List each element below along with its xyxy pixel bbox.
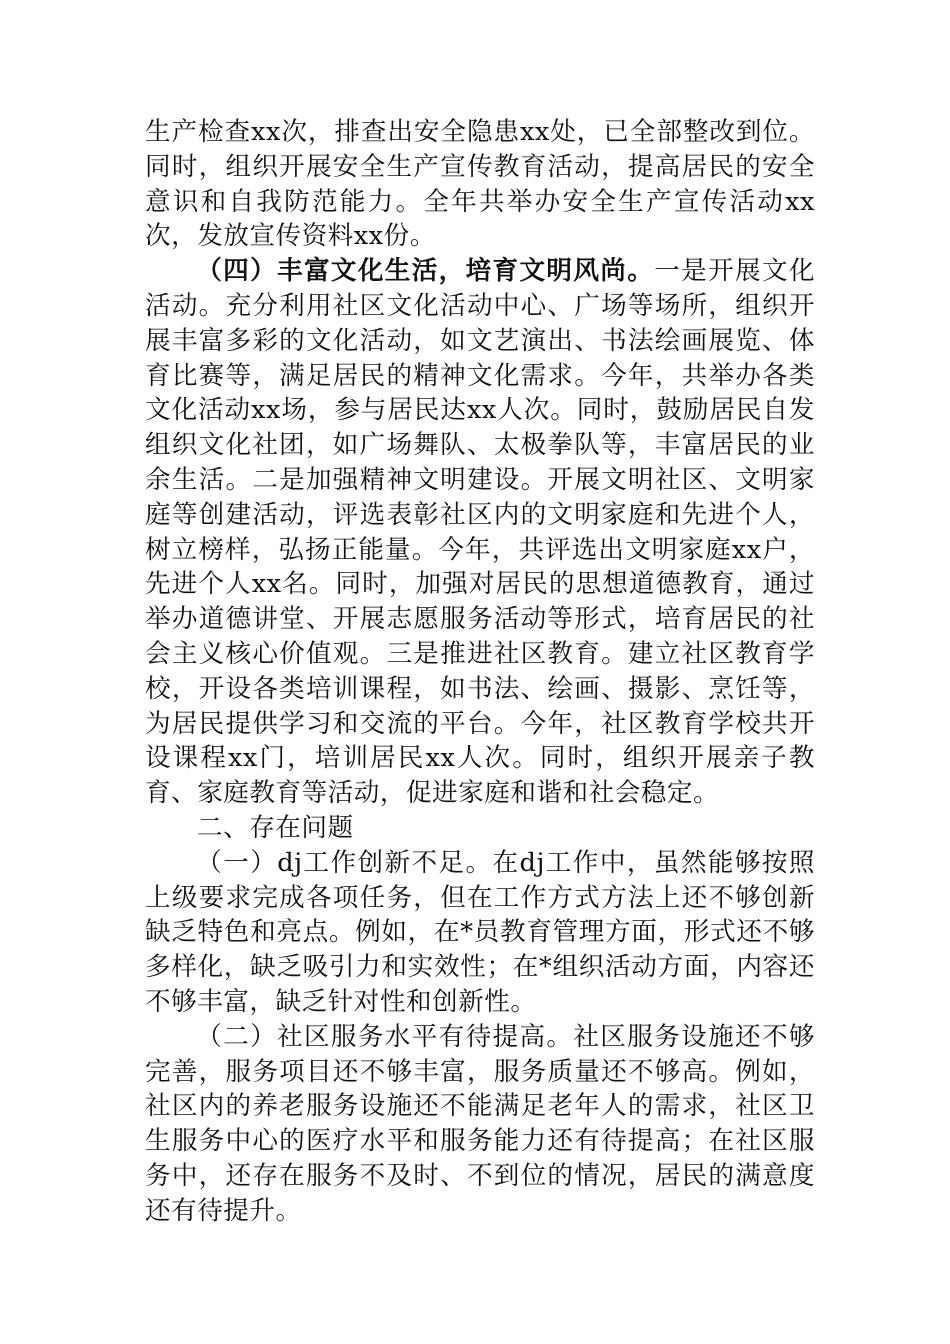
document-page [145, 115, 815, 1229]
paragraph-lead: （四）丰富文化生活，培育文明风尚。 [196, 256, 655, 287]
paragraph-lead: （一）dj工作创新不足。 [196, 847, 493, 878]
paragraph-text: 社区服务设施还不够完善，服务项目还不够丰富，服务质量还不够高。例如，社区内的养老服务设施还不能满足老年人的需求，社区卫生服务中心的医疗水平和服务能力还有待提高；在社区服务中，还存在服务不及时、不到位的情况，居民的满意度还有待提升。 [145, 1021, 815, 1226]
paragraph-text: 在dj工作中，虽然能够按照上级要求完成各项任务，但在工作方式方法上还不够创新缺乏特色和亮点。例如，在*员教育管理方面，形式还不够多样化，缺乏吸引力和实效性；在*组织活动方面，内容还不够丰富，缺乏针对性和创新性。 [145, 847, 815, 1017]
paragraph-text: 生产检查xx次，排查出安全隐患xx处，已全部整改到位。同时，组织开展安全生产宣传教育活动，提高居民的安全意识和自我防范能力。全年共举办安全生产宣传活动xx次，发放宣传资料xx份。 [145, 117, 815, 252]
paragraph-culture [145, 254, 815, 811]
paragraph-lead: （二）社区服务水平有待提高。 [196, 1021, 574, 1052]
paragraph-text: 一是开展文化活动。充分利用社区文化活动中心、广场等场所，组织开展丰富多彩的文化活动，如文艺演出、书法绘画展览、体育比赛等，满足居民的精神文化需求。今年，共举办各类文化活动xx场，参与居民达xx人次。同时，鼓励居民自发组织文化社团，如广场舞队、太极拳队等，丰富居民的业余生活。二是加强精神文明建设。开展文明社区、文明家庭等创建活动，评选表彰社区内的文明家庭和先进个人，树立榜样，弘扬正能量。今年，共评选出文明家庭xx户，先进个人xx名。同时，加强对居民的思想道德教育，通过举办道德讲堂、开展志愿服务活动等形式，培育居民的社会主义核心价值观。三是推进社区教育。建立社区教育学校，开设各类培训课程，如书法、绘画、摄影、烹饪等，为居民提供学习和交流的平台。今年，社区教育学校共开设课程xx门，培训居民xx人次。同时，组织开展亲子教育、家庭教育等活动，促进家庭和谐和社会稳定。 [145, 256, 815, 809]
section-heading-problems: 二、存在问题 [197, 812, 354, 843]
paragraph-problem-1 [145, 846, 815, 1020]
paragraph-safety-continued [145, 115, 815, 254]
paragraph-problem-2 [145, 1020, 815, 1229]
